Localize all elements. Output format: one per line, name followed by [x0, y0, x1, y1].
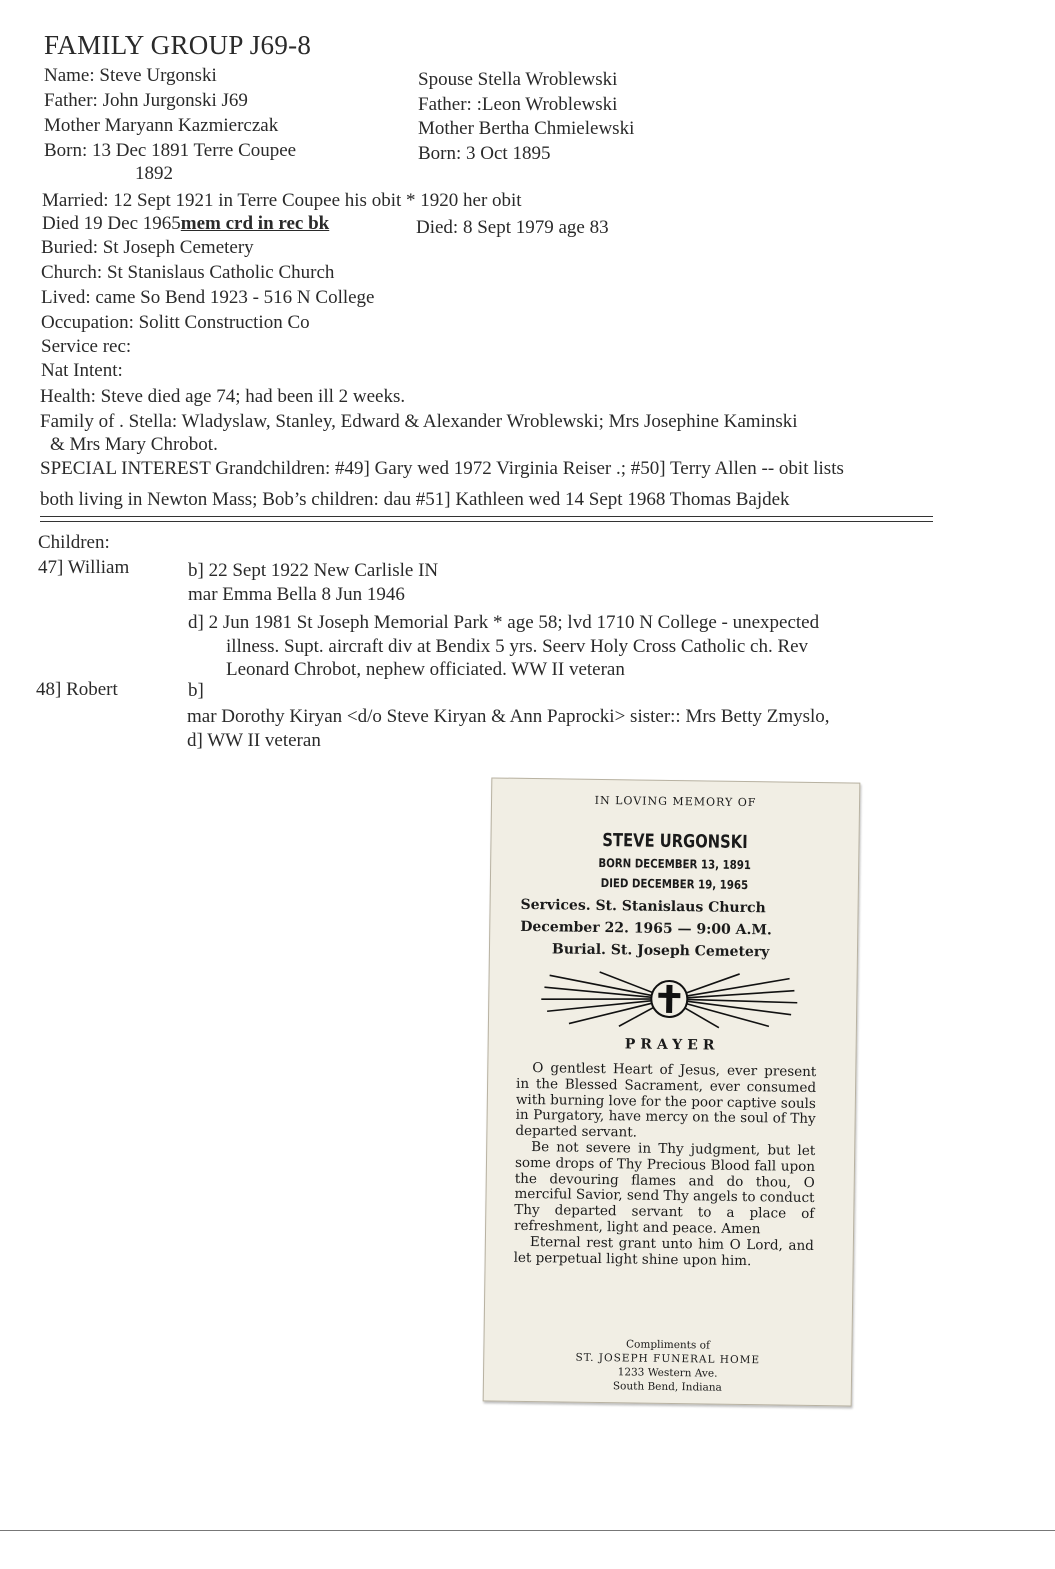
buried: Buried: St Joseph Cemetery	[41, 237, 254, 258]
card-funeral-home: ST. JOSEPH FUNERAL HOME	[575, 1351, 761, 1367]
card-services: Services. St. Stanislaus Church	[520, 896, 766, 917]
child-line: illness. Supt. aircraft div at Bendix 5 yrs. Seerv Holy Cross Catholic ch. Rev	[226, 636, 809, 657]
child-line: Leonard Chrobot, nephew officiated. WW II veteran	[226, 659, 625, 680]
card-prayer	[514, 1061, 817, 1271]
child-id: 47] William	[38, 557, 130, 578]
card-in-memory: IN LOVING MEMORY OF	[594, 793, 757, 810]
prayer-paragraph: Eternal rest grant unto him O Lord, and let perpetual light shine upon him.	[513, 1233, 814, 1269]
husband-name: Name: Steve Urgonski	[44, 65, 217, 86]
wife-born: Born: 3 Oct 1895	[418, 143, 551, 164]
family-of: Family of . Stella: Wladyslaw, Stanley, Edward & Alexander Wroblewski; Mrs Josephine Kaminski	[40, 411, 798, 432]
husband-father: Father: John Jurgonski J69	[44, 90, 248, 111]
special-interest-continued: both living in Newton Mass; Bob’s children: dau #51] Kathleen wed 14 Sept 1968 Thomas Bajdek	[40, 489, 790, 510]
lived: Lived: came So Bend 1923 - 516 N College	[41, 287, 375, 308]
church: Church: St Stanislaus Catholic Church	[41, 262, 335, 283]
card-died: DIED DECEMBER 19, 1965	[600, 875, 749, 893]
husband-mother: Mother Maryann Kazmierczak	[44, 115, 279, 136]
husband-died-date: Died 19 Dec 1965	[42, 213, 181, 234]
memorial-card	[483, 777, 861, 1406]
card-name: STEVE URGONSKI	[602, 830, 748, 854]
wife-mother: Mother Bertha Chmielewski	[418, 118, 635, 139]
wife-spouse: Spouse Stella Wroblewski	[418, 69, 618, 90]
page-title: FAMILY GROUP J69-8	[44, 30, 312, 60]
wife-father: Father: :Leon Wroblewski	[418, 94, 618, 115]
husband-born-alt: 1892	[135, 163, 173, 184]
special-interest: SPECIAL INTEREST Grandchildren: #49] Gary wed 1972 Virginia Reiser .; #50] Terry Allen -- obit lists	[40, 458, 844, 479]
section-divider	[40, 516, 933, 522]
child-line: b] 22 Sept 1922 New Carlisle IN	[188, 560, 439, 581]
child-line: b]	[188, 680, 204, 701]
prayer-paragraph: O gentlest Heart of Jesus, ever present in the Blessed Sacrament, ever consumed with burning love for the poor captive souls in Purgatory, have mercy on the soul of Thy departed servant.	[515, 1060, 817, 1141]
child-line: d] WW II veteran	[187, 730, 321, 751]
wife-died: Died: 8 Sept 1979 age 83	[416, 217, 609, 238]
cross-sunburst-icon	[539, 967, 800, 1031]
memorial-card-note: mem crd in rec bk	[180, 213, 330, 234]
health: Health: Steve died age 74; had been ill 2 weeks.	[40, 386, 406, 407]
nat-intent: Nat Intent:	[41, 360, 123, 381]
page-bottom-edge	[0, 1530, 1055, 1531]
occupation: Occupation: Solitt Construction Co	[41, 312, 310, 333]
child-id: 48] Robert	[36, 679, 118, 700]
card-burial: Burial. St. Joseph Cemetery	[551, 941, 770, 961]
children-label: Children:	[38, 532, 110, 553]
card-city: South Bend, Indiana	[612, 1380, 722, 1394]
husband-born: Born: 13 Dec 1891 Terre Coupee	[44, 140, 297, 161]
family-of-continued: & Mrs Mary Chrobot.	[50, 434, 218, 455]
card-born: BORN DECEMBER 13, 1891	[598, 855, 752, 873]
card-service-date: December 22. 1965 — 9:00 A.M.	[520, 918, 772, 939]
card-compliments: Compliments of	[625, 1338, 710, 1352]
child-line: mar Emma Bella 8 Jun 1946	[188, 584, 405, 605]
child-line: d] 2 Jun 1981 St Joseph Memorial Park * age 58; lvd 1710 N College - unexpected	[188, 612, 820, 633]
child-line: mar Dorothy Kiryan <d/o Steve Kiryan & Ann Paprocki> sister:: Mrs Betty Zmyslo,	[187, 706, 830, 727]
card-prayer-title: PRAYER	[624, 1036, 720, 1054]
service-record: Service rec:	[41, 336, 132, 357]
married: Married: 12 Sept 1921 in Terre Coupee his obit * 1920 her obit	[42, 190, 522, 211]
card-address: 1233 Western Ave.	[617, 1366, 718, 1380]
husband-died	[42, 213, 329, 235]
prayer-paragraph: Be not severe in Thy judgment, but let some drops of Thy Precious Blood fall upon the devouring flames and do thou, O merciful Savior, send Thy angels to conduct Thy departed servant to a place of refreshment, light and peace. Amen	[514, 1139, 816, 1238]
